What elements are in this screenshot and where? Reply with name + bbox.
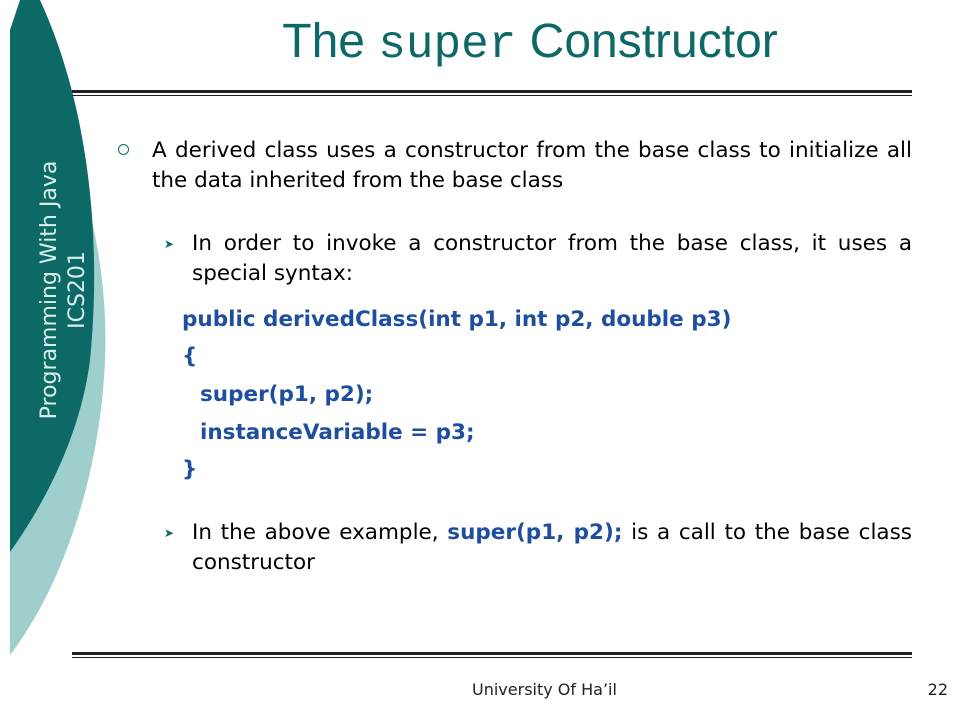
- sidebar-course-label: [36, 161, 92, 420]
- code-line: public derivedClass(int p1, int p2, double p3): [182, 307, 732, 332]
- title-divider: [72, 90, 912, 96]
- code-line: instanceVariable = p3;: [200, 420, 475, 445]
- sub2-text-pre: In the above example,: [192, 520, 448, 545]
- footer-university: University Of Ha’il: [472, 680, 617, 699]
- sub-bullet-text: [192, 518, 912, 578]
- sub2-text-post: is a call to the base class constructor: [192, 520, 913, 575]
- course-code: ICS201: [65, 251, 90, 329]
- title-code-keyword: super: [378, 19, 517, 71]
- sub-bullet-text: In order to invoke a constructor from the base class, it uses a special syntax:: [192, 231, 912, 286]
- bullet-text: A derived class uses a constructor from the base class to initialize all the data inherited from the base class: [152, 138, 912, 193]
- sub-bullet-item: [164, 229, 912, 289]
- title-prefix: The: [282, 15, 379, 68]
- circle-bullet-icon: [118, 144, 129, 155]
- footer-divider: [72, 652, 912, 658]
- title-suffix: Constructor: [516, 15, 778, 68]
- arrow-bullet-icon: ➤: [164, 526, 175, 540]
- sub-bullet-item: [164, 518, 912, 578]
- page-number: 22: [927, 680, 948, 699]
- arrow-bullet-icon: ➤: [164, 237, 175, 251]
- code-line: {: [182, 344, 198, 369]
- slide-title: [160, 12, 900, 75]
- code-line: }: [182, 457, 198, 482]
- code-line: super(p1, p2);: [200, 382, 374, 407]
- course-name: Programming With Java: [37, 160, 62, 420]
- inline-code: super(p1, p2);: [447, 520, 623, 545]
- bullet-item: [118, 136, 912, 196]
